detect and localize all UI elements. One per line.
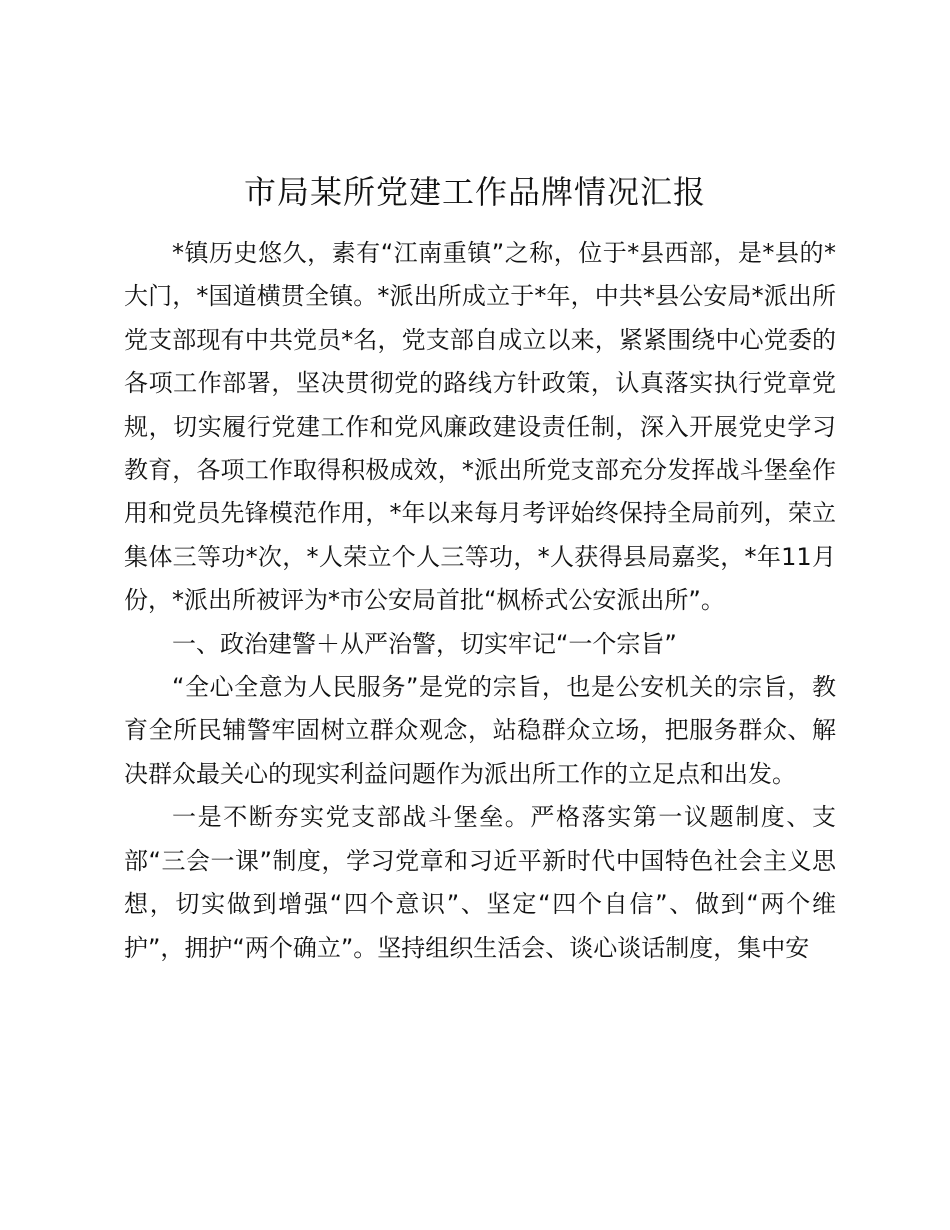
document-title: 市局某所党建工作品牌情况汇报 — [243, 173, 706, 211]
section-heading-1: 一、政治建警＋从严治警，切实牢记“一个宗旨” — [172, 629, 677, 658]
intro-paragraph: *镇历史悠久，素有“江南重镇”之称，位于*县西部，是*县的*大门，*国道横贯全镇。*派出所成立于*年，中共*县公安局*派出所党支部现有中共党员*名，党支部自成立以来，紧紧围绕中心党委的各项工作部署，坚决贯彻党的路线方针政策，认真落实执行党章党规，切实履行党建工作和党风廉政建设责任制，深入开展党史学习教育，各项工作取得积极成效，*派出所党支部充分发挥战斗堡垒作用和党员先锋模范作用，*年以来每月考评始终保持全局前列，荣立集体三等功*次，*人荣立个人三等功，*人获得县局嘉奖，*年11月份，*派出所被评为*市公安局首批“枫桥式公安派出所”。 — [124, 239, 836, 615]
section-1-paragraph: “全心全意为人民服务”是党的宗旨，也是公安机关的宗旨，教育全所民辅警牢固树立群众观念，站稳群众立场，把服务群众、解决群众最关心的现实利益问题作为派出所工作的立足点和出发。 — [124, 673, 836, 788]
section-1-item-1-paragraph: 一是不断夯实党支部战斗堡垒。严格落实第一议题制度、支部“三会一课”制度，学习党章和习近平新时代中国特色社会主义思想，切实做到增强“四个意识”、坚定“四个自信”、做到“两个维护”，拥护“两个确立”。坚持组织生活会、谈心谈话制度，集中安 — [124, 803, 836, 962]
document-body — [124, 232, 836, 970]
